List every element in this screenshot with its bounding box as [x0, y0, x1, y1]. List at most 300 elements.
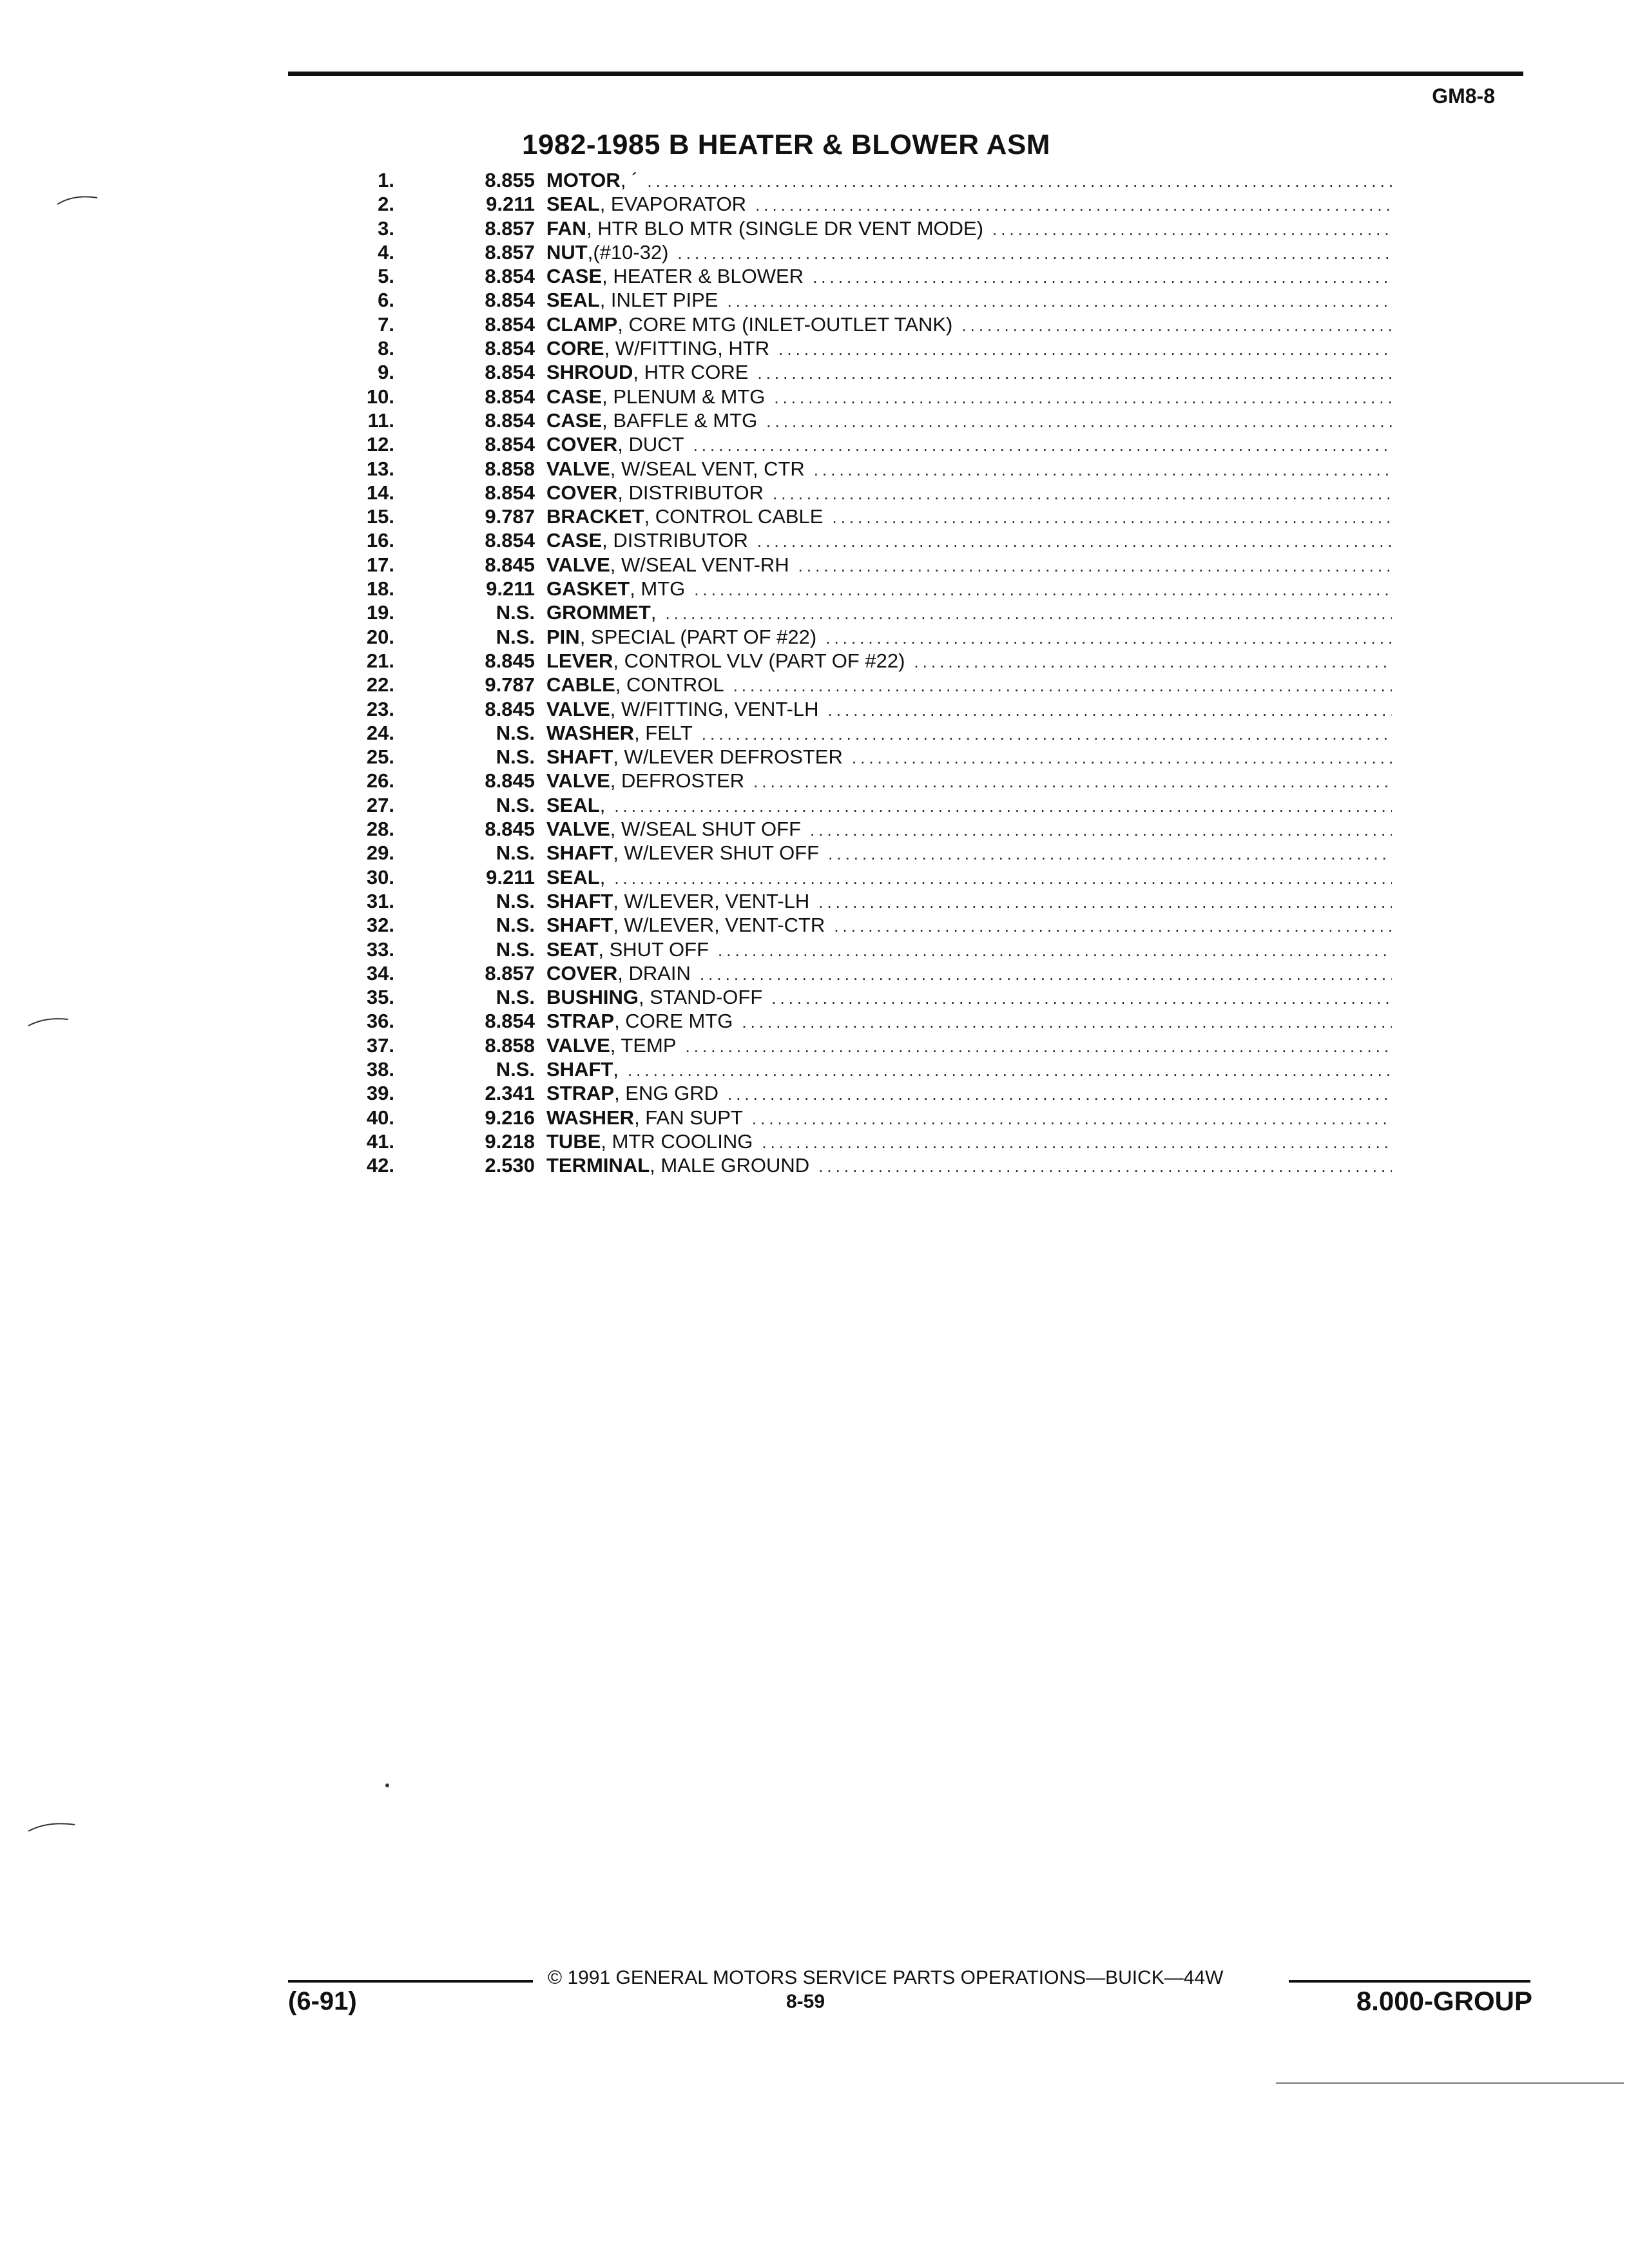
- dot-leader: [702, 724, 1392, 744]
- dot-leader: [766, 412, 1392, 432]
- item-number: 41.: [366, 1129, 394, 1153]
- group-number: 8.854: [485, 481, 535, 504]
- dot-leader: [834, 916, 1392, 936]
- part-detail: , W/LEVER, VENT-CTR: [613, 914, 825, 937]
- item-number: 23.: [366, 697, 394, 720]
- item-number: 24.: [366, 721, 394, 744]
- dot-leader: [728, 1084, 1392, 1104]
- item-number: 9.: [378, 361, 394, 384]
- parts-row: [348, 698, 1392, 722]
- part-name: SHAFT: [546, 1057, 613, 1081]
- dot-leader: [818, 892, 1392, 912]
- part-detail: , FELT: [634, 721, 693, 744]
- parts-row: [348, 481, 1392, 505]
- part-description: [535, 1082, 718, 1105]
- part-description: [535, 962, 691, 985]
- part-description: [535, 553, 789, 577]
- part-detail: , CONTROL: [615, 673, 724, 697]
- part-name: COVER: [546, 961, 618, 985]
- part-description: [535, 841, 819, 865]
- part-name: BRACKET: [546, 505, 644, 528]
- page-code: GM8-8: [1432, 84, 1495, 108]
- part-detail: , PLENUM & MTG: [602, 385, 766, 408]
- group-number: 8.854: [485, 408, 535, 432]
- group-number: 8.857: [485, 240, 535, 264]
- part-description: [535, 409, 757, 432]
- part-detail: , W/FITTING, HTR: [604, 337, 770, 360]
- footer-page-number: 8-59: [786, 1991, 825, 2012]
- part-description: [535, 745, 843, 769]
- part-name: VALVE: [546, 818, 610, 841]
- group-number: 9.211: [486, 577, 535, 601]
- part-name: COVER: [546, 481, 618, 504]
- part-description: [535, 890, 809, 913]
- dot-leader: [686, 1037, 1392, 1057]
- part-detail: ,(#10-32): [587, 240, 669, 264]
- part-description: [535, 794, 605, 817]
- group-number: N.S.: [496, 841, 535, 865]
- group-number: 9.211: [486, 193, 535, 216]
- part-detail: , HTR CORE: [633, 361, 749, 384]
- dot-leader: [733, 676, 1392, 696]
- item-number: 25.: [366, 745, 394, 769]
- dot-leader: [757, 532, 1392, 552]
- part-description: [535, 505, 823, 528]
- item-number: 7.: [378, 312, 394, 336]
- item-number: 31.: [366, 889, 394, 912]
- part-description: [535, 938, 709, 961]
- parts-row: [348, 649, 1392, 673]
- item-number: 12.: [366, 433, 394, 456]
- parts-row: [348, 193, 1392, 216]
- part-description: [535, 289, 718, 312]
- item-number: 29.: [366, 841, 394, 865]
- part-name: SEAT: [546, 937, 599, 961]
- dot-leader: [752, 1109, 1392, 1129]
- part-name: MOTOR: [546, 169, 621, 191]
- dot-leader: [771, 988, 1392, 1008]
- parts-row: [348, 169, 1392, 193]
- group-number: N.S.: [496, 889, 535, 912]
- part-description: [535, 217, 983, 240]
- dot-leader: [727, 291, 1392, 311]
- part-name: STRAP: [546, 1082, 615, 1105]
- item-number: 35.: [366, 986, 394, 1009]
- part-description: [535, 169, 638, 192]
- dot-leader: [694, 580, 1392, 600]
- group-number: 8.854: [485, 312, 535, 336]
- part-name: TUBE: [546, 1129, 601, 1153]
- part-description: [535, 626, 816, 649]
- scan-mark: [26, 1817, 77, 1836]
- group-number: 8.854: [485, 265, 535, 288]
- part-description: [535, 265, 804, 288]
- parts-row: [348, 241, 1392, 265]
- part-name: SHAFT: [546, 889, 613, 912]
- item-number: 4.: [378, 240, 394, 264]
- item-number: 37.: [366, 1033, 394, 1057]
- group-number: 8.845: [485, 553, 535, 576]
- group-number: 8.854: [485, 1010, 535, 1033]
- part-description: [535, 986, 762, 1009]
- dot-leader: [753, 772, 1392, 792]
- part-name: LEVER: [546, 649, 613, 672]
- item-number: 38.: [366, 1057, 394, 1081]
- part-name: COVER: [546, 433, 618, 456]
- part-detail: , DEFROSTER: [610, 769, 745, 793]
- part-detail: , MTG: [630, 577, 686, 601]
- item-number: 36.: [366, 1010, 394, 1033]
- group-number: 8.858: [485, 1033, 535, 1057]
- parts-row: [348, 361, 1392, 385]
- group-number: 9.218: [485, 1129, 535, 1153]
- group-number: 8.858: [485, 457, 535, 480]
- part-detail: , ´: [620, 169, 639, 191]
- part-name: PIN: [546, 625, 580, 648]
- part-name: VALVE: [546, 1033, 610, 1057]
- part-detail: , BAFFLE & MTG: [602, 408, 758, 432]
- dot-leader: [614, 796, 1392, 816]
- parts-row: [348, 673, 1392, 697]
- item-number: 26.: [366, 769, 394, 793]
- dot-leader: [810, 820, 1392, 840]
- group-number: N.S.: [496, 793, 535, 816]
- parts-row: [348, 1154, 1392, 1178]
- part-description: [535, 1058, 619, 1081]
- group-number: 8.854: [485, 433, 535, 456]
- top-rule: [288, 72, 1523, 76]
- part-description: [535, 433, 684, 456]
- scan-mark: [55, 190, 100, 209]
- dot-leader: [718, 941, 1392, 961]
- parts-row: [348, 794, 1392, 818]
- parts-row: [348, 553, 1392, 577]
- part-detail: ,: [650, 601, 657, 624]
- item-number: 22.: [366, 673, 394, 697]
- dot-leader: [755, 195, 1392, 215]
- part-description: [535, 818, 801, 841]
- parts-row: [348, 986, 1392, 1010]
- part-name: SHAFT: [546, 745, 613, 769]
- parts-row: [348, 577, 1392, 601]
- part-name: VALVE: [546, 697, 610, 720]
- part-detail: , CORE MTG (INLET-OUTLET TANK): [617, 312, 953, 336]
- item-number: 19.: [366, 601, 394, 624]
- page-title: 1982-1985 B HEATER & BLOWER ASM: [522, 129, 1050, 160]
- dot-leader: [798, 556, 1392, 576]
- dot-leader: [813, 267, 1392, 287]
- parts-row: [348, 626, 1392, 649]
- parts-row: [348, 313, 1392, 337]
- part-detail: , MTR COOLING: [601, 1129, 753, 1153]
- group-number: 9.216: [485, 1106, 535, 1129]
- parts-row: [348, 289, 1392, 312]
- part-description: [535, 649, 905, 673]
- part-detail: , HEATER & BLOWER: [602, 265, 804, 288]
- item-number: 5.: [378, 265, 394, 288]
- part-name: GROMMET: [546, 601, 651, 624]
- parts-row: [348, 457, 1392, 481]
- part-description: [535, 1154, 809, 1177]
- part-description: [535, 193, 746, 216]
- item-number: 6.: [378, 289, 394, 312]
- part-description: [535, 769, 744, 793]
- part-detail: , CORE MTG: [614, 1010, 733, 1033]
- dot-leader: [961, 316, 1392, 336]
- part-name: CLAMP: [546, 312, 618, 336]
- group-number: N.S.: [496, 625, 535, 648]
- item-number: 8.: [378, 337, 394, 360]
- parts-row: [348, 914, 1392, 937]
- part-detail: , INLET PIPE: [599, 289, 718, 312]
- group-number: 9.787: [485, 505, 535, 528]
- part-description: [535, 577, 685, 601]
- dot-leader: [762, 1133, 1392, 1153]
- part-detail: , CONTROL CABLE: [644, 505, 824, 528]
- dot-leader: [742, 1012, 1392, 1032]
- footer-rule-left: [288, 1980, 533, 1983]
- group-number: 8.845: [485, 649, 535, 672]
- parts-row: [348, 1130, 1392, 1154]
- parts-row: [348, 1034, 1392, 1058]
- dot-leader: [614, 869, 1392, 889]
- item-number: 13.: [366, 457, 394, 480]
- part-name: VALVE: [546, 769, 610, 793]
- parts-row: [348, 938, 1392, 962]
- group-number: 8.854: [485, 289, 535, 312]
- item-number: 42.: [366, 1154, 394, 1177]
- parts-row: [348, 962, 1392, 986]
- part-description: [535, 481, 764, 505]
- part-description: [535, 722, 693, 745]
- parts-row: [348, 337, 1392, 361]
- parts-row: [348, 265, 1392, 289]
- parts-row: [348, 1010, 1392, 1033]
- dot-leader: [914, 652, 1392, 672]
- dot-leader: [778, 340, 1392, 360]
- group-number: 2.530: [485, 1154, 535, 1177]
- dot-leader: [825, 628, 1392, 648]
- group-number: N.S.: [496, 721, 535, 744]
- item-number: 3.: [378, 216, 394, 240]
- part-description: [535, 673, 724, 697]
- group-number: N.S.: [496, 601, 535, 624]
- item-number: 32.: [366, 914, 394, 937]
- part-description: [535, 914, 825, 937]
- part-description: [535, 529, 748, 552]
- part-detail: , W/FITTING, VENT-LH: [610, 697, 819, 720]
- group-number: 8.855: [485, 169, 535, 191]
- item-number: 10.: [366, 385, 394, 408]
- dot-leader: [757, 363, 1392, 383]
- item-number: 33.: [366, 937, 394, 961]
- parts-row: [348, 529, 1392, 553]
- item-number: 2.: [378, 193, 394, 216]
- part-detail: , STAND-OFF: [638, 986, 763, 1009]
- part-name: CASE: [546, 265, 602, 288]
- part-detail: , ENG GRD: [614, 1082, 718, 1105]
- part-description: [535, 457, 805, 481]
- part-detail: , W/SEAL SHUT OFF: [610, 818, 802, 841]
- dot-leader: [992, 220, 1392, 240]
- item-number: 11.: [367, 408, 394, 432]
- part-name: SEAL: [546, 793, 600, 816]
- item-number: 39.: [366, 1082, 394, 1105]
- dot-leader: [693, 436, 1392, 456]
- group-number: N.S.: [496, 914, 535, 937]
- part-description: [535, 698, 819, 721]
- footer-date-code: (6-91): [288, 1987, 357, 2015]
- group-number: 9.211: [486, 865, 535, 889]
- part-description: [535, 1106, 743, 1129]
- parts-row: [348, 769, 1392, 793]
- item-number: 18.: [366, 577, 394, 601]
- part-name: SEAL: [546, 193, 600, 216]
- part-name: CORE: [546, 337, 604, 360]
- part-name: CASE: [546, 408, 602, 432]
- part-detail: , W/LEVER, VENT-LH: [613, 889, 810, 912]
- part-detail: , DUCT: [617, 433, 684, 456]
- part-description: [535, 241, 669, 264]
- part-name: CASE: [546, 529, 602, 552]
- part-name: GASKET: [546, 577, 630, 601]
- part-name: WASHER: [546, 721, 635, 744]
- parts-row: [348, 1058, 1392, 1082]
- group-number: 8.854: [485, 361, 535, 384]
- parts-row: [348, 866, 1392, 890]
- group-number: N.S.: [496, 745, 535, 769]
- parts-row: [348, 818, 1392, 841]
- part-name: TERMINAL: [546, 1154, 650, 1177]
- parts-row: [348, 601, 1392, 625]
- group-number: 8.857: [485, 961, 535, 985]
- footer-copyright: © 1991 GENERAL MOTORS SERVICE PARTS OPERATIONS—BUICK—44W: [548, 1967, 1224, 1988]
- part-name: WASHER: [546, 1106, 635, 1129]
- item-number: 28.: [366, 818, 394, 841]
- parts-row: [348, 722, 1392, 745]
- item-number: 17.: [366, 553, 394, 576]
- group-number: 8.845: [485, 818, 535, 841]
- part-detail: , HTR BLO MTR (SINGLE DR VENT MODE): [586, 216, 984, 240]
- part-detail: , DISTRIBUTOR: [617, 481, 764, 504]
- part-name: CABLE: [546, 673, 615, 697]
- item-number: 1.: [378, 169, 394, 191]
- part-detail: , DRAIN: [617, 961, 691, 985]
- part-name: SHAFT: [546, 841, 613, 865]
- dot-leader: [814, 460, 1392, 480]
- part-description: [535, 1130, 753, 1153]
- part-description: [535, 866, 605, 889]
- part-description: [535, 313, 952, 336]
- group-number: N.S.: [496, 937, 535, 961]
- dot-leader: [774, 388, 1392, 408]
- parts-row: [348, 433, 1392, 457]
- part-detail: ,: [599, 793, 606, 816]
- part-name: SHAFT: [546, 914, 613, 937]
- part-description: [535, 1010, 733, 1033]
- group-number: 8.854: [485, 529, 535, 552]
- part-name: VALVE: [546, 457, 610, 480]
- item-number: 16.: [366, 529, 394, 552]
- part-name: STRAP: [546, 1010, 615, 1033]
- part-detail: , W/LEVER DEFROSTER: [613, 745, 843, 769]
- parts-row: [348, 217, 1392, 241]
- dot-leader: [832, 508, 1392, 528]
- parts-row: [348, 841, 1392, 865]
- dot-leader: [678, 244, 1392, 264]
- group-number: 8.854: [485, 385, 535, 408]
- dot-leader: [852, 748, 1392, 768]
- parts-row: [348, 409, 1392, 433]
- group-number: N.S.: [496, 1057, 535, 1081]
- group-number: 9.787: [485, 673, 535, 697]
- part-detail: , DISTRIBUTOR: [602, 529, 748, 552]
- part-description: [535, 337, 769, 360]
- dot-leader: [773, 484, 1392, 504]
- parts-row: [348, 385, 1392, 409]
- item-number: 27.: [366, 793, 394, 816]
- group-number: N.S.: [496, 986, 535, 1009]
- part-name: FAN: [546, 216, 586, 240]
- part-name: SHROUD: [546, 361, 633, 384]
- item-number: 34.: [366, 961, 394, 985]
- part-detail: , W/LEVER SHUT OFF: [613, 841, 820, 865]
- parts-row: [348, 1106, 1392, 1130]
- scan-mark: [26, 1012, 71, 1031]
- part-detail: , SHUT OFF: [598, 937, 709, 961]
- item-number: 20.: [366, 625, 394, 648]
- part-name: VALVE: [546, 553, 610, 576]
- part-name: NUT: [546, 240, 588, 264]
- dot-leader: [666, 604, 1393, 624]
- group-number: 8.854: [485, 337, 535, 360]
- part-detail: , CONTROL VLV (PART OF #22): [613, 649, 905, 672]
- part-detail: ,: [599, 865, 606, 889]
- footer-rule-right: [1289, 1980, 1530, 1983]
- dot-leader: [647, 171, 1392, 191]
- item-number: 14.: [366, 481, 394, 504]
- group-number: 8.845: [485, 697, 535, 720]
- part-description: [535, 385, 765, 408]
- part-detail: , TEMP: [610, 1033, 677, 1057]
- part-name: CASE: [546, 385, 602, 408]
- footer-group-label: 8.000-GROUP: [1356, 1986, 1532, 2016]
- item-number: 40.: [366, 1106, 394, 1129]
- dot-leader: [818, 1157, 1392, 1177]
- scan-artifact-line: [1276, 2082, 1624, 2084]
- item-number: 21.: [366, 649, 394, 672]
- part-name: BUSHING: [546, 986, 639, 1009]
- part-name: SEAL: [546, 289, 600, 312]
- parts-row: [348, 505, 1392, 529]
- group-number: 2.341: [485, 1082, 535, 1105]
- parts-row: [348, 890, 1392, 914]
- part-description: [535, 361, 748, 384]
- part-detail: , EVAPORATOR: [599, 193, 747, 216]
- part-description: [535, 601, 657, 624]
- part-detail: , SPECIAL (PART OF #22): [579, 625, 817, 648]
- item-number: 15.: [366, 505, 394, 528]
- parts-row: [348, 1082, 1392, 1106]
- dot-leader: [828, 844, 1392, 864]
- dot-leader: [828, 700, 1392, 720]
- group-number: 8.857: [485, 216, 535, 240]
- dot-leader: [700, 965, 1392, 985]
- part-detail: , FAN SUPT: [634, 1106, 743, 1129]
- part-detail: , W/SEAL VENT-RH: [610, 553, 789, 576]
- part-detail: , W/SEAL VENT, CTR: [610, 457, 805, 480]
- part-detail: ,: [613, 1057, 619, 1081]
